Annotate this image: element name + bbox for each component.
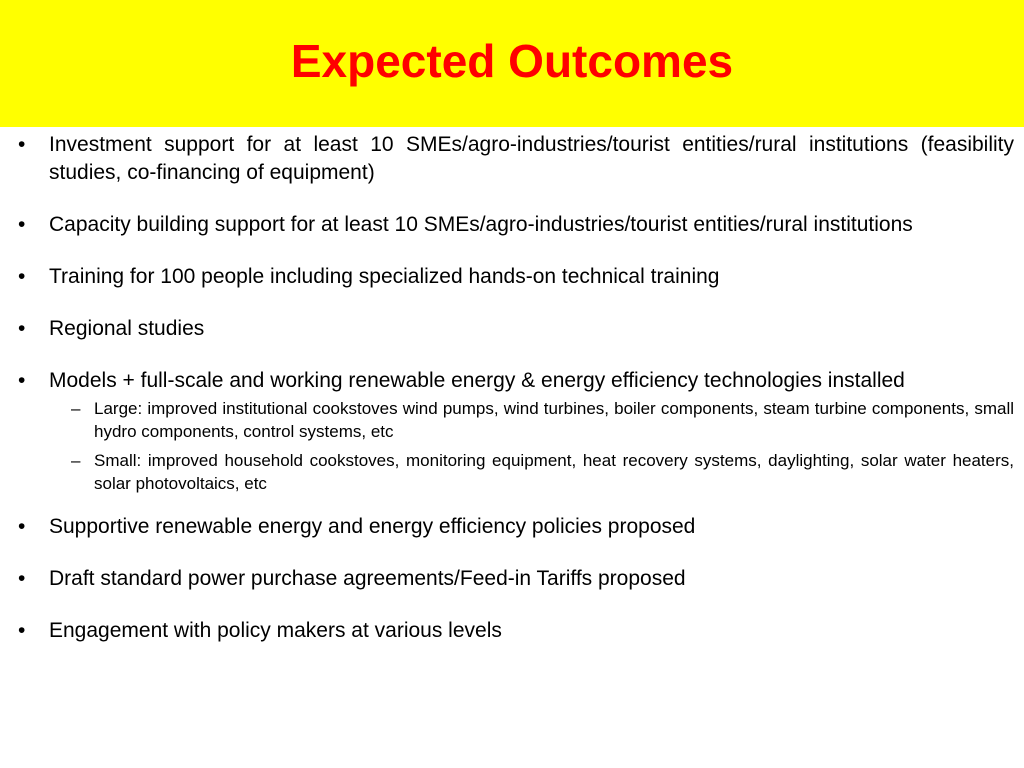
bullet-text: Draft standard power purchase agreements/Feed-in Tariffs proposed [49,567,686,590]
bullet-item-models-installed [18,367,1014,495]
bullet-text: Capacity building support for at least 10 SMEs/agro-industries/tourist entities/rural institutions [49,213,913,236]
bullet-item-draft-ppa [18,565,1014,593]
bullet-dot-icon: • [18,317,26,340]
bullet-dot-icon: • [18,515,26,538]
sub-item-text: Large: improved institutional cookstoves wind pumps, wind turbines, boiler components, steam turbine components, small hydro components, control systems, etc [94,399,1014,441]
bullet-dot-icon: • [18,369,26,392]
sub-item-text: Small: improved household cookstoves, monitoring equipment, heat recovery systems, daylighting, solar water heaters, solar photovoltaics, etc [94,451,1014,493]
title-banner [0,0,1024,127]
bullet-dot-icon: • [18,619,26,642]
sub-item-small [49,449,1014,495]
bullet-text: Regional studies [49,317,205,340]
sub-bullet-list [49,397,1014,495]
sub-item-large [49,397,1014,443]
bullet-item-capacity-building [18,211,1014,239]
dash-icon: – [71,399,81,418]
bullet-dot-icon: • [18,213,26,236]
bullet-text: Supportive renewable energy and energy efficiency policies proposed [49,515,696,538]
dash-icon: – [71,451,81,470]
bullet-dot-icon: • [18,265,26,288]
slide-title: Expected Outcomes [290,34,734,87]
bullet-item-investment-support [18,131,1014,187]
bullet-item-regional-studies [18,315,1014,343]
slide-body [18,131,1014,669]
bullet-item-supportive-policies [18,513,1014,541]
bullet-dot-icon: • [18,133,26,156]
bullet-dot-icon: • [18,567,26,590]
bullet-text: Engagement with policy makers at various levels [49,619,502,642]
bullet-list [18,131,1014,645]
bullet-item-engagement [18,617,1014,645]
bullet-item-training [18,263,1014,291]
bullet-text: Models + full-scale and working renewable energy & energy efficiency technologies installed [49,369,905,392]
bullet-text: Training for 100 people including specialized hands-on technical training [49,265,720,288]
bullet-text: Investment support for at least 10 SMEs/agro-industries/tourist entities/rural institutions (feasibility studies, co-financing of equipment) [49,133,1014,184]
